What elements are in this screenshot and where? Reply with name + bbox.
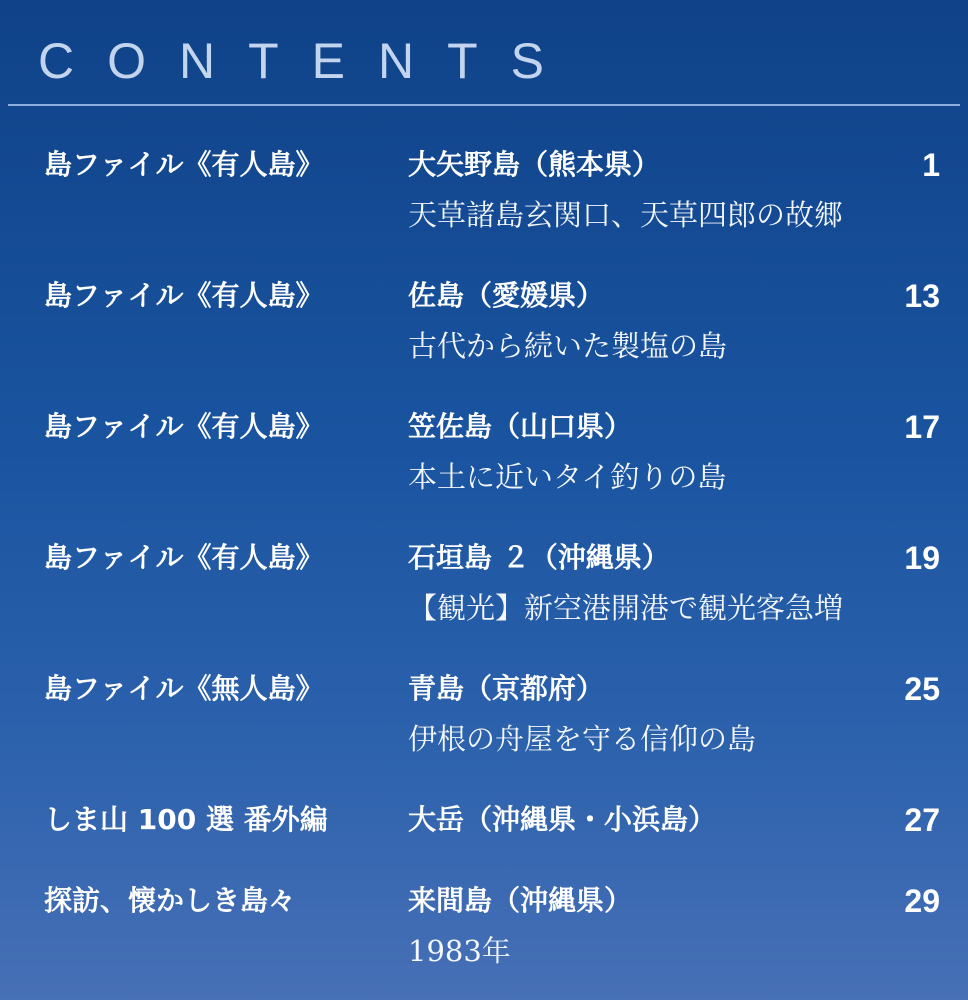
entry-title: 来間島（沖縄県） (408, 884, 633, 917)
entry-subtitle: 古代から続いた製塩の島 (408, 329, 728, 363)
entry-page-number: 27 (904, 802, 940, 838)
entry-page-number: 17 (904, 409, 940, 445)
entry-title: 佐島（愛媛県） (408, 279, 605, 312)
entry-category: しま山 100 選 番外編 (44, 803, 328, 836)
entry-title: 石垣島 ２（沖縄県） (408, 541, 670, 574)
entry-title: 大矢野島（熊本県） (408, 148, 661, 181)
entry-title: 青島（京都府） (408, 672, 605, 705)
entry-subtitle: 1983年 (408, 934, 511, 968)
entry-subtitle: 本土に近いタイ釣りの島 (408, 460, 727, 494)
entry-category: 探訪、懐かしき島々 (44, 884, 297, 917)
entry-subtitle: 天草諸島玄関口、天草四郎の故郷 (408, 198, 844, 232)
entry-page-number: 19 (904, 540, 940, 576)
entry-title: 大岳（沖縄県・小浜島） (408, 803, 717, 836)
entry-category: 島ファイル《有人島》 (44, 148, 324, 181)
entry-category: 島ファイル《有人島》 (44, 279, 324, 312)
entry-category: 島ファイル《有人島》 (44, 410, 324, 443)
entry-page-number: 29 (904, 883, 940, 919)
entry-subtitle: 伊根の舟屋を守る信仰の島 (408, 722, 757, 756)
entry-subtitle: 【観光】新空港開港で観光客急増 (408, 591, 844, 625)
entry-page-number: 1 (922, 147, 940, 183)
contents-heading: CONTENTS (38, 33, 577, 89)
entry-title: 笠佐島（山口県） (408, 410, 633, 443)
entry-category: 島ファイル《有人島》 (44, 541, 324, 574)
entry-page-number: 25 (904, 671, 940, 707)
entry-page-number: 13 (904, 278, 940, 314)
entry-category: 島ファイル《無人島》 (44, 672, 324, 705)
